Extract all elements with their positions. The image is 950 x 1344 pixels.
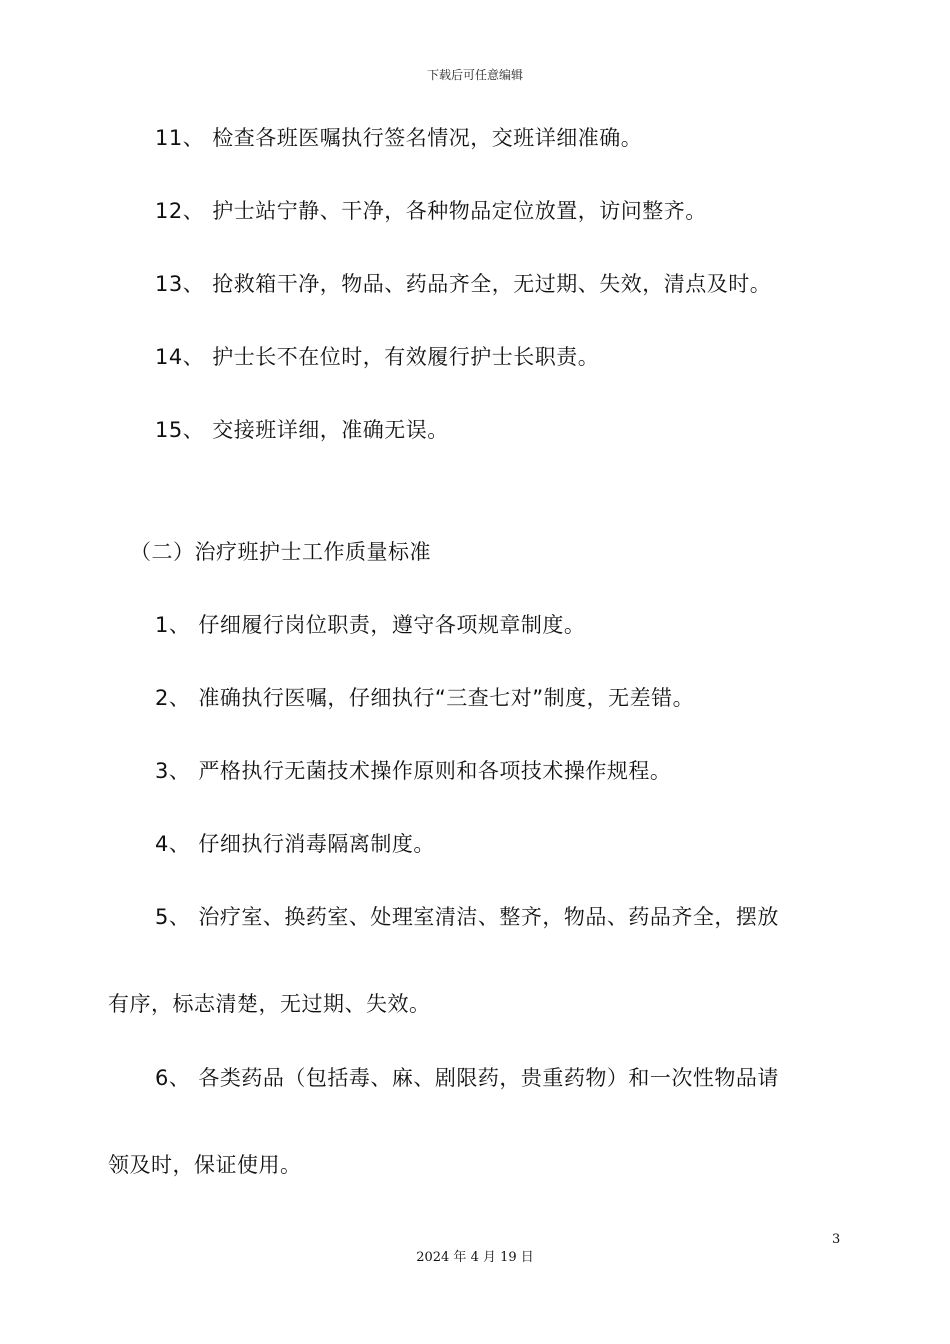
list-item-2 xyxy=(155,684,694,712)
item-number: 3、 xyxy=(155,759,191,783)
list-item-15 xyxy=(155,416,449,444)
list-item-3 xyxy=(155,757,671,785)
item-text: 交接班详细，准确无误。 xyxy=(212,418,449,442)
list-item-14 xyxy=(155,343,599,371)
item-number: 14、 xyxy=(155,345,205,369)
item-text: 严格执行无菌技术操作原则和各项技术操作规程。 xyxy=(198,759,672,783)
list-item-5-continuation: 有序，标志清楚，无过期、失效。 xyxy=(108,992,431,1016)
item-text: 治疗室、换药室、处理室清洁、整齐，物品、药品齐全，摆放 xyxy=(198,905,779,929)
item-text: 护士站宁静、干净，各种物品定位放置，访问整齐。 xyxy=(212,199,707,223)
list-item-11 xyxy=(155,124,642,152)
item-text: 各类药品（包括毒、麻、剧限药，贵重药物）和一次性物品请 xyxy=(198,1066,779,1090)
item-number: 4、 xyxy=(155,832,191,856)
item-number: 1、 xyxy=(155,613,191,637)
page-header: 下载后可任意编辑 xyxy=(426,68,523,82)
item-number: 5、 xyxy=(155,905,191,929)
item-text: 仔细履行岗位职责，遵守各项规章制度。 xyxy=(198,613,586,637)
list-item-12 xyxy=(155,197,707,225)
item-number: 6、 xyxy=(155,1066,191,1090)
item-text: 准确执行医嘱，仔细执行“三查七对”制度，无差错。 xyxy=(198,686,695,710)
item-number: 15、 xyxy=(155,418,205,442)
list-item-13 xyxy=(155,270,771,298)
section-title: （二）治疗班护士工作质量标准 xyxy=(130,540,431,564)
list-item-6-continuation: 领及时，保证使用。 xyxy=(108,1153,302,1177)
list-item-6 xyxy=(155,1064,779,1092)
page-number: 3 xyxy=(832,1232,841,1247)
item-number: 2、 xyxy=(155,686,191,710)
item-text: 仔细执行消毒隔离制度。 xyxy=(198,832,435,856)
item-number: 12、 xyxy=(155,199,205,223)
item-number: 13、 xyxy=(155,272,205,296)
item-text: 检查各班医嘱执行签名情况，交班详细准确。 xyxy=(212,126,643,150)
item-text: 抢救箱干净，物品、药品齐全，无过期、失效，清点及时。 xyxy=(212,272,772,296)
footer-date: 2024 年 4 月 19 日 xyxy=(416,1250,534,1265)
list-item-4 xyxy=(155,830,435,858)
list-item-5 xyxy=(155,903,779,931)
item-number: 11、 xyxy=(155,126,205,150)
list-item-1 xyxy=(155,611,585,639)
item-text: 护士长不在位时，有效履行护士长职责。 xyxy=(212,345,600,369)
